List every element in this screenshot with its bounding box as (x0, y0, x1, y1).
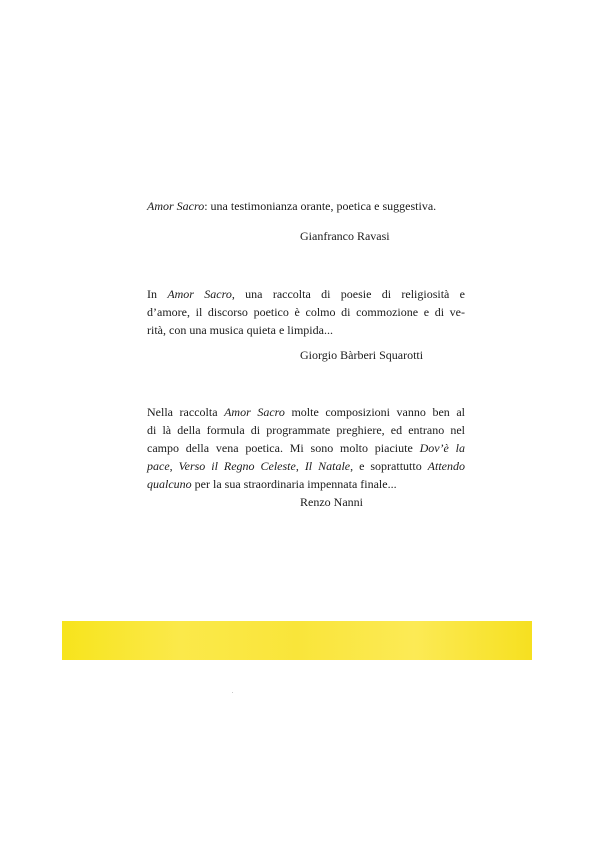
scan-speck (232, 692, 233, 693)
text-run: di là della formula di programmate preghiere, ed entrano nel (147, 423, 465, 437)
italic-text: Amor Sacro (167, 287, 232, 301)
quote-line (147, 197, 465, 215)
quote-line (147, 403, 465, 421)
italic-text: Amor Sacro (224, 405, 285, 419)
quote-line (147, 457, 465, 475)
italic-text: qualcuno (147, 477, 192, 491)
author-nanni: Renzo Nanni (300, 495, 363, 509)
quote-nanni (147, 403, 465, 493)
text-run: In (147, 287, 168, 301)
italic-text: Dov’è la (419, 441, 465, 455)
text-run: d’amore, il discorso poetico è colmo di commozione e di ve- (147, 305, 465, 319)
quote-ravasi (147, 197, 465, 215)
text-run: , e soprattutto (350, 459, 428, 473)
text-run: molte composizioni vanno ben al (284, 405, 465, 419)
quote-line (147, 439, 465, 457)
quote-line (147, 285, 465, 303)
author-barberi-squarotti: Giorgio Bàrberi Squarotti (300, 348, 424, 362)
quote-line (147, 321, 465, 339)
italic-text: Amor Sacro (147, 199, 205, 213)
italic-text: Verso il Regno Celeste (178, 459, 296, 473)
quote-line (147, 475, 465, 493)
quote-line (147, 421, 465, 439)
italic-text: pace (147, 459, 170, 473)
text-run: , (169, 459, 179, 473)
italic-text: Il Natale (304, 459, 351, 473)
text-run: campo della vena poetica. Mi sono molto piaciute (147, 441, 420, 455)
decorative-yellow-band (62, 621, 532, 660)
text-run: , (295, 459, 305, 473)
quote-line (147, 303, 465, 321)
text-run: , una raccolta di poesie di religiosità e (231, 287, 466, 301)
text-run: : una testimonianza orante, poetica e suggestiva. (204, 199, 437, 213)
author-ravasi: Gianfranco Ravasi (300, 229, 390, 243)
text-run: rità, con una musica quieta e limpida... (147, 323, 333, 337)
text-run: Nella raccolta (147, 405, 225, 419)
text-run: per la sua straordinaria impennata finale... (191, 477, 397, 491)
italic-text: Attendo (427, 459, 465, 473)
quote-barberi-squarotti (147, 285, 465, 339)
